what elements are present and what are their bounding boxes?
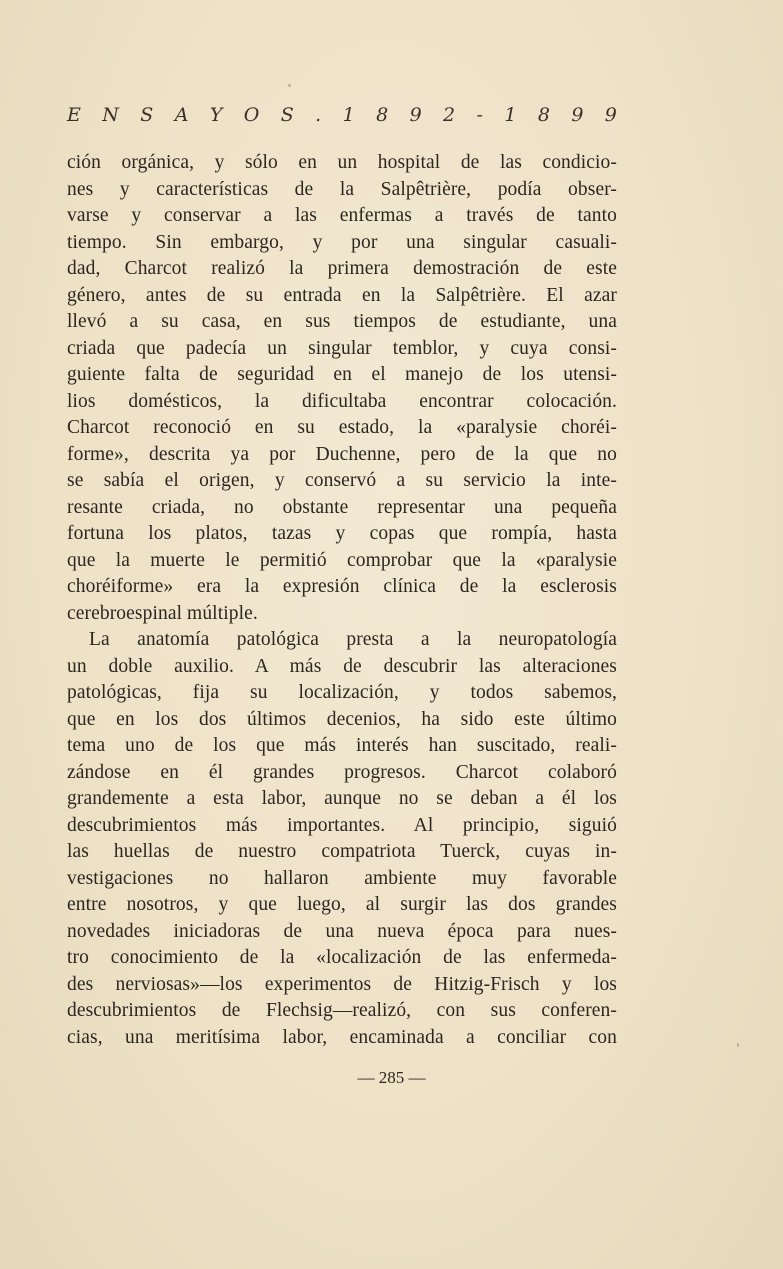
running-head-char: 9 [571,104,584,126]
text-line: género, antes de su entrada en la Salpêtrière. El azar [67,284,617,306]
text-line: dad, Charcot realizó la primera demostración de este [67,258,617,279]
body-text [67,150,617,1051]
text-line: que en los dos últimos decenios, ha sido este último [67,708,617,730]
running-head-char: S [280,104,294,126]
text-line: un doble auxilio. A más de descubrir las alteraciones [67,655,617,677]
text-line: vestigaciones no hallaron ambiente muy favorable [67,867,617,889]
text-line: las huellas de nuestro compatriota Tuerck, cuyas in- [67,841,617,862]
paper-speck [737,1043,739,1047]
text-line: nes y características de la Salpêtrière, podía obser- [67,178,617,200]
running-head [67,104,617,126]
running-head-char: 9 [604,104,617,126]
text-line: fortuna los platos, tazas y copas que rompía, hasta [67,523,617,544]
text-line: tema uno de los que más interés han suscitado, reali- [67,735,617,756]
text-line: forme», descrita ya por Duchenne, pero de la que no [67,443,617,465]
running-head-char: 1 [342,104,355,126]
running-head-char: Y [209,104,223,126]
running-head-char: 8 [376,104,389,126]
text-line: resante criada, no obstante representar una pequeña [67,496,617,518]
paper-speck [288,84,291,87]
text-line: guiente falta de seguridad en el manejo de los utensi- [67,364,617,385]
text-line: criada que padecía un singular temblor, y cuya consi- [67,337,617,359]
text-line: que la muerte le permitió comprobar que la «paralysie [67,549,617,571]
text-line: descubrimientos más importantes. Al principio, siguió [67,814,617,836]
text-line: novedades iniciadoras de una nueva época para nues- [67,920,617,942]
running-head-char: 9 [409,104,422,126]
running-head-char: 2 [443,104,456,126]
text-line: zándose en él grandes progresos. Charcot colaboró [67,761,617,783]
running-head-char: - [476,104,483,126]
text-line: descubrimientos de Flechsig—realizó, con sus conferen- [67,1000,617,1021]
text-line: cias, una meritísima labor, encaminada a conciliar con [67,1026,617,1048]
text-line: choréiforme» era la expresión clínica de la esclerosis [67,576,617,597]
text-line: lios domésticos, la dificultaba encontrar colocación. [67,390,617,412]
text-line: cerebroespinal múltiple. [67,602,258,624]
text-line: varse y conservar a las enfermas a través de tanto [67,205,617,226]
text-line: Charcot reconoció en su estado, la «paralysie choréi- [67,417,617,438]
running-head-char: A [174,104,189,126]
running-head-char: S [140,104,154,126]
running-head-char: N [102,104,119,126]
running-head-char: O [243,104,260,126]
text-line: tro conocimiento de la «localización de las enfermeda- [67,947,617,968]
paragraph-start-line: La anatomía patológica presta a la neuropatología [89,629,617,650]
text-line: patológicas, fija su localización, y todos sabemos, [67,682,617,703]
text-line: tiempo. Sin embargo, y por una singular casuali- [67,231,617,253]
text-line: des nerviosas»—los experimentos de Hitzig-Frisch y los [67,973,617,995]
text-line: ción orgánica, y sólo en un hospital de las condicio- [67,152,617,173]
running-head-char: 1 [504,104,517,126]
running-head-char: E [67,104,81,126]
text-line: grandemente a esta labor, aunque no se deban a él los [67,788,617,809]
text-line: llevó a su casa, en sus tiempos de estudiante, una [67,311,617,332]
text-line: entre nosotros, y que luego, al surgir las dos grandes [67,894,617,915]
text-line: se sabía el origen, y conservó a su servicio la inte- [67,470,617,491]
running-head-char: . [315,104,322,126]
page-number: — 285 — [357,1068,426,1087]
running-head-char: 8 [537,104,550,126]
